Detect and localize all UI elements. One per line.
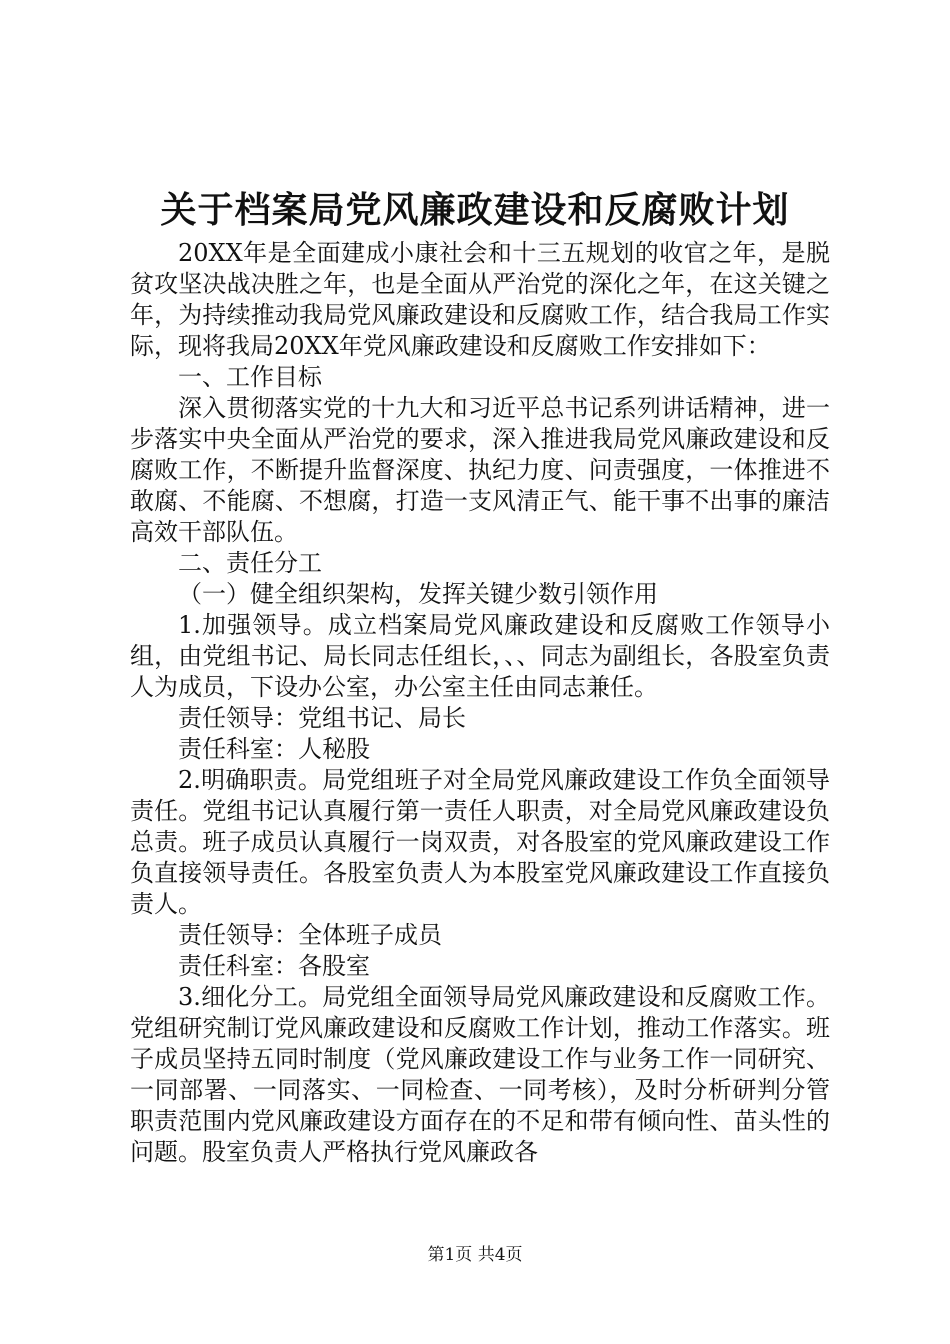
responsible-leader-1: 责任领导：党组书记、局长 [178, 704, 466, 732]
document-body [130, 238, 830, 1168]
paragraph-item-1: 1.加强领导。成立档案局党风廉政建设和反腐败工作领导小组，由党组书记、局长同志任组长，、、同志为副组长，各股室负责人为成员，下设办公室，办公室主任由同志兼任。 [130, 611, 830, 701]
heading-work-goals: 一、工作目标 [178, 363, 322, 391]
subheading-organization: （一）健全组织架构，发挥关键少数引领作用 [178, 580, 658, 608]
responsible-leader-2: 责任领导：全体班子成员 [178, 921, 442, 949]
paragraph-intro: 20XX年是全面建成小康社会和十三五规划的收官之年，是脱贫攻坚决战决胜之年，也是全面从严治党的深化之年，在这关键之年，为持续推动我局党风廉政建设和反腐败工作，结合我局工作实际，现将我局20XX年党风廉政建设和反腐败工作安排如下： [130, 239, 830, 360]
responsible-office-1: 责任科室：人秘股 [178, 735, 370, 763]
paragraph-item-3: 3.细化分工。局党组全面领导局党风廉政建设和反腐败工作。党组研究制订党风廉政建设和反腐败工作计划，推动工作落实。班子成员坚持五同时制度（党风廉政建设工作与业务工作一同研究、一同部署、一同落实、一同检查、一同考核），及时分析研判分管职责范围内党风廉政建设方面存在的不足和带有倾向性、苗头性的问题。股室负责人严格执行党风廉政各 [130, 983, 830, 1166]
responsible-office-2: 责任科室：各股室 [178, 952, 370, 980]
paragraph-item-2: 2.明确职责。局党组班子对全局党风廉政建设工作负全面领导责任。党组书记认真履行第一责任人职责，对全局党风廉政建设负总责。班子成员认真履行一岗双责，对各股室的党风廉政建设工作负直接领导责任。各股室负责人为本股室党风廉政建设工作直接负责人。 [130, 766, 830, 918]
paragraph-work-goals: 深入贯彻落实党的十九大和习近平总书记系列讲话精神，进一步落实中央全面从严治党的要求，深入推进我局党风廉政建设和反腐败工作，不断提升监督深度、执纪力度、问责强度，一体推进不敢腐、不能腐、不想腐，打造一支风清正气、能干事不出事的廉洁高效干部队伍。 [130, 394, 830, 546]
document-title: 关于档案局党风廉政建设和反腐败计划 [160, 189, 790, 231]
heading-responsibility: 二、责任分工 [178, 549, 322, 577]
page-number-footer: 第1页 共4页 [427, 1245, 523, 1265]
